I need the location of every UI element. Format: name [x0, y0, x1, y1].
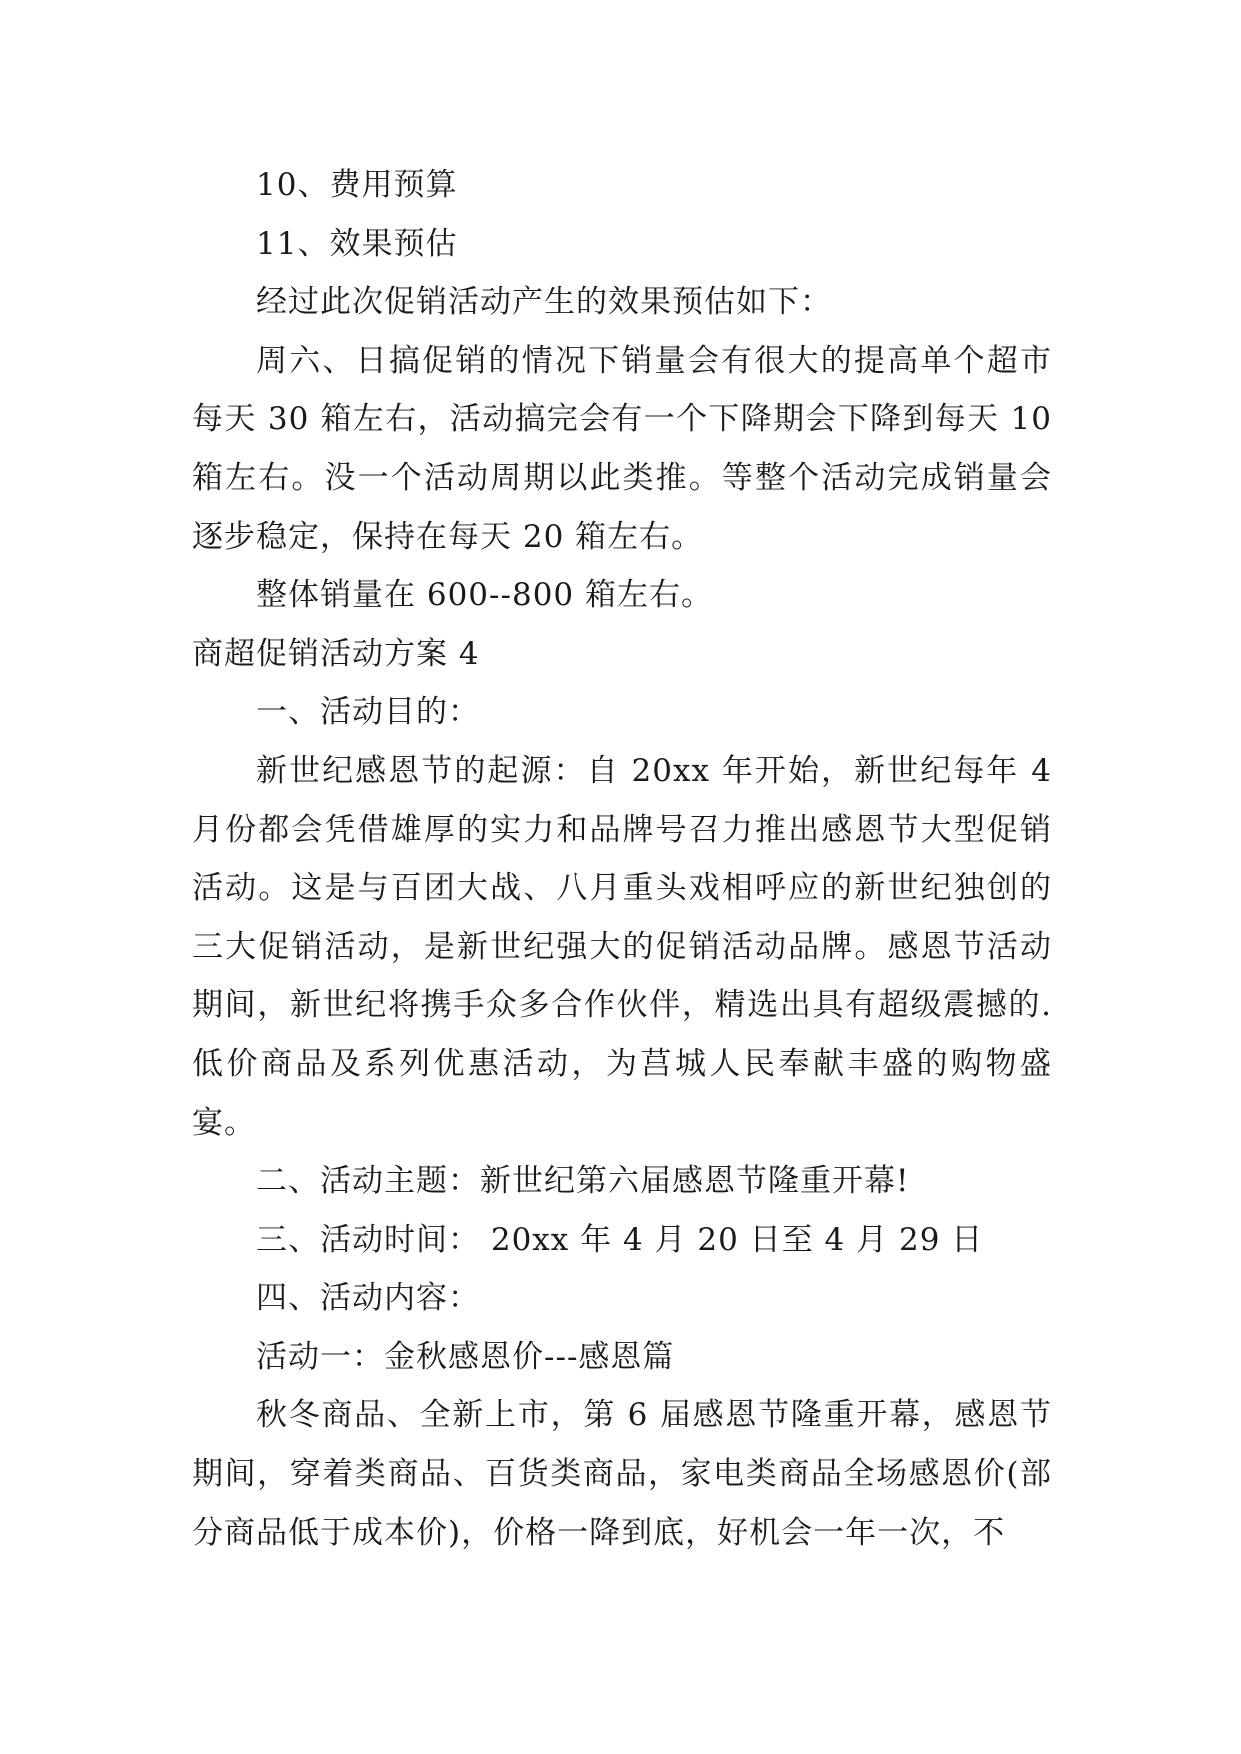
document-body [192, 156, 1052, 1562]
paragraph-origin: 新世纪感恩节的起源：自 20xx 年开始，新世纪每年 4 月份都会凭借雄厚的实力和品牌号召力推出感恩节大型促销活动。这是与百团大战、八月重头戏相呼应的新世纪独创的三大促销活动，是新世纪强大的促销活动品牌。感恩节活动期间，新世纪将携手众多合作伙伴，精选出具有超级震撼的.低价商品及系列优惠活动，为莒城人民奉献丰盛的购物盛宴。 [192, 752, 1052, 1141]
section-heading-purpose: 一、活动目的： [256, 694, 480, 731]
paragraph-total-sales: 整体销量在 600--800 箱左右。 [256, 577, 713, 614]
document-section-title: 商超促销活动方案 4 [192, 635, 480, 672]
section-heading-content: 四、活动内容： [256, 1280, 480, 1317]
section-heading-theme: 二、活动主题：新世纪第六届感恩节隆重开幕! [256, 1163, 910, 1200]
activity-one-title: 活动一：金秋感恩价---感恩篇 [256, 1338, 675, 1375]
paragraph-weekend-sales: 周六、日搞促销的情况下销量会有很大的提高单个超市每天 30 箱左右，活动搞完会有一个下降期会下降到每天 10 箱左右。没一个活动周期以此类推。等整个活动完成销量会逐步稳定，保持在每天 20 箱左右。 [192, 342, 1052, 555]
paragraph-estimate-intro: 经过此次促销活动产生的效果预估如下： [256, 284, 832, 321]
section-heading-time: 三、活动时间： 20xx 年 4 月 20 日至 4 月 29 日 [256, 1221, 984, 1258]
section-heading-effect-estimate: 11、效果预估 [256, 225, 458, 262]
section-heading-budget: 10、费用预算 [256, 167, 458, 203]
paragraph-activity-one: 秋冬商品、全新上市，第 6 届感恩节隆重开幕，感恩节期间，穿着类商品、百货类商品，家电类商品全场感恩价(部分商品低于成本价)，价格一降到底，好机会一年一次，不 [192, 1397, 1052, 1551]
